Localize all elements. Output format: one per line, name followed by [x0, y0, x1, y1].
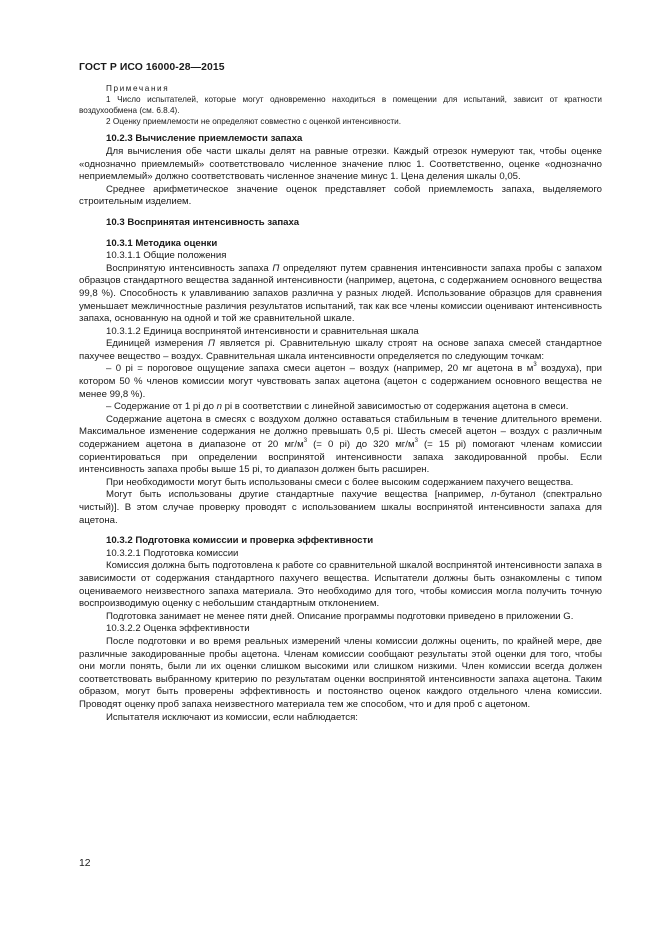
paragraph: Содержание ацетона в смесях с воздухом должно оставаться стабильным в течение длительного времени. Максимальное изменение содержания не должно превышать 0,5 pi. Шесть смесей ацетон – воздух с различным содержанием ацетона в диапазоне от 20 $мг/м^3$ (= 0 pi) до 320 $мг/м^3$ (= 15 pi) помогают членам комиссии сориентироваться при определении воспринятой интенсивности запаха закодированной пробы. Если интенсивность запаха пробы выше 15 pi, то диапазон должен быть расширен.	[79, 413, 602, 476]
document-header: ГОСТ Р ИСО 16000-28—2015	[79, 62, 225, 73]
paragraph: Среднее арифметическое значение оценок представляет собой приемлемость запаха, выделяемого строительным изделием.	[79, 183, 602, 208]
paragraph: Единицей измерения П является pi. Сравнительную шкалу строят на основе запаха смесей стандартное пахучее вещество – воздух. Сравнительная шкала интенсивности определяется по следующим точкам:	[79, 338, 602, 362]
paragraph: Воспринятую интенсивность запаха П определяют путем сравнения интенсивности запаха пробы с запахом образцов стандартного вещества заданной интенсивности (например, ацетона, с содержанием основного вещества 99,8 %). Способность к улавливанию запахов различна у разных людей. Использование образцов для сравнения уменьшает межличностные различия результатов испытаний, так как все члены комиссии оценивают интенсивность запаха, основанную на одной и той же сравнительной шкале.	[79, 262, 602, 325]
paragraph: Испытателя исключают из комиссии, если наблюдается:	[106, 711, 358, 723]
subheading-10-3-2-2: 10.3.2.2 Оценка эффективности	[106, 623, 250, 635]
note-2: 2 Оценку приемлемости не определяют совместно с оценкой интенсивности.	[106, 117, 402, 127]
paragraph: Комиссия должна быть подготовлена к работе со сравнительной шкалой воспринятой интенсивности запаха в зависимости от содержания стандартного пахучего вещества. Испытатели должны быть ознакомлены с типом оцениваемого неизвестного запаха материала. Это необходимо для того, чтобы комиссия могла получить точную воспроизводимую оценку с небольшим стандартным отклонением.	[79, 560, 602, 610]
paragraph: Для вычисления обе части шкалы делят на равные отрезки. Каждый отрезок нумеруют так, чтобы оценке «однозначно приемлемый» соответствовало численное значение плюс 1. Соответственно, оценке «однозначно неприемлемый» должно соответствовать численное значение минус 1. Цена деления шкалы 0,05.	[79, 145, 602, 183]
note-1: 1 Число испытателей, которые могут одновременно находиться в помещении для испытаний, зависит от кратности воздухообмена (см. 6.8.4).	[79, 95, 602, 116]
heading-10-3: 10.3 Воспринятая интенсивность запаха	[106, 216, 300, 228]
list-item: – Содержание от 1 pi до n pi в соответствии с линейной зависимостью от содержания ацетона в смеси.	[106, 401, 569, 413]
paragraph: Могут быть использованы другие стандартные пахучие вещества [например, n-бутанол (спектрально чистый)]. В этом случае проверку проводят с использованием шкалы воспринятой интенсивности запаха для ацетона.	[79, 489, 602, 526]
heading-10-3-1: 10.3.1 Методика оценки	[106, 237, 218, 249]
page-number: 12	[79, 858, 91, 869]
paragraph: После подготовки и во время реальных измерений члены комиссии должны оценить, по крайней мере, две различные закодированные пробы ацетона. Членам комиссии сообщают результаты этой оценки для того, чтобы они могли понять, были ли их оценки слишком высокими или слишком низкими. Член комиссии всегда должен соответствовать выбранному критерию по результатам оценки воспринятой интенсивности запаха ацетона. Таким образом, могут быть проверены эффективность и постоянство оценок каждого отдельного члена комиссии. Проводят оценку проб запаха неизвестного материала тем же способом, что и для проб с ацетоном.	[79, 635, 602, 710]
notes-title: Примечания	[106, 84, 170, 93]
heading-10-3-2: 10.3.2 Подготовка комиссии и проверка эффективности	[106, 535, 374, 547]
paragraph: При необходимости могут быть использованы смеси с более высоким содержанием пахучего вещества.	[106, 476, 574, 488]
list-item: – 0 pi = пороговое ощущение запаха смеси ацетон – воздух (например, 20 мг ацетона в $м^3$ воздуха), при котором 50 % членов комиссии могут чувствовать запах ацетона (ацетон с содержанием основного вещества не менее 99,8 %).	[79, 362, 602, 400]
page-content	[79, 83, 602, 724]
heading-10-2-3: 10.2.3 Вычисление приемлемости запаха	[106, 133, 303, 145]
paragraph: Подготовка занимает не менее пяти дней. Описание программы подготовки приведено в приложении G.	[106, 610, 574, 622]
subheading-10-3-1-2: 10.3.1.2 Единица воспринятой интенсивности и сравнительная шкала	[106, 325, 419, 337]
subheading-10-3-2-1: 10.3.2.1 Подготовка комиссии	[106, 547, 239, 559]
subheading-10-3-1-1: 10.3.1.1 Общие положения	[106, 250, 227, 262]
